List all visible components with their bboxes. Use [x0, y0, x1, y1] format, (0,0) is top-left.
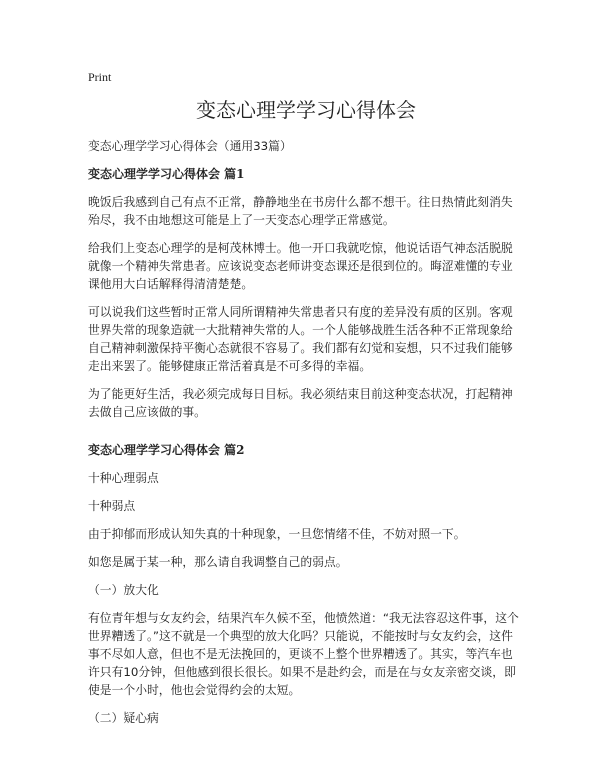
paragraph: 为了能更好生活，我必须完成每日目标。我必须结束目前这种变态状况，打起精神去做自己应该做的事。	[88, 387, 513, 419]
paragraph: 十种心理弱点	[88, 471, 159, 485]
subheading: （二）疑心病	[88, 711, 159, 725]
paragraph: 给我们上变态心理学的是柯茂林博士。他一开口我就吃惊，他说话语气神态活脱脱就像一个精神失常患者。应该说变态老师讲变态课还是很到位的。晦涩难懂的专业课他用大白话解释得清清楚楚。	[88, 241, 513, 291]
paragraph: 可以说我们这些暂时正常人同所谓精神失常患者只有度的差异没有质的区别。客观世界失常的现象造就一大批精神失常的人。一个人能够战胜生活各种不正常现象给自己精神刺激保持平衡心态就很不容易了。我们都有幻觉和妄想，只不过我们能够走出来罢了。能够健康正常活着真是不可多得的幸福。	[88, 305, 513, 373]
paragraph: 如您是属于某一种，那么请自我调整自己的弱点。	[88, 555, 348, 569]
paragraph: 十种弱点	[88, 499, 136, 513]
document-subtitle: 变态心理学学习心得体会（通用33篇）	[88, 139, 292, 153]
section-heading: 变态心理学学习心得体会 篇1	[88, 167, 245, 181]
paragraph: 由于抑郁而形成认知失真的十种现象，一旦您情绪不佳，不妨对照一下。	[88, 527, 466, 541]
document-title: 变态心理学学习心得体会	[196, 98, 416, 122]
paragraph: 有位青年想与女友约会，结果汽车久候不至，他愤然道：“我无法容忍这件事，这个世界糟透了。”这不就是一个典型的放大化吗？只能说，不能按时与女友约会，这件事不尽如人意，但也不是无法挽回的，更谈不上整个世界糟透了。其实，等汽车也许只有10分钟，但他感到很长很长。如果不是赴约会，而是在与女友亲密交谈，即使是一个小时，他也会觉得约会的太短。	[88, 611, 519, 697]
section-heading: 变态心理学学习心得体会 篇2	[88, 443, 245, 457]
subheading: （一）放大化	[88, 583, 159, 597]
paragraph: 晚饭后我感到自己有点不正常，静静地坐在书房什么都不想干。往日热情此刻消失殆尽，我不由地想这可能是上了一天变态心理学正常感觉。	[88, 195, 513, 227]
print-link[interactable]: Print	[88, 70, 112, 84]
